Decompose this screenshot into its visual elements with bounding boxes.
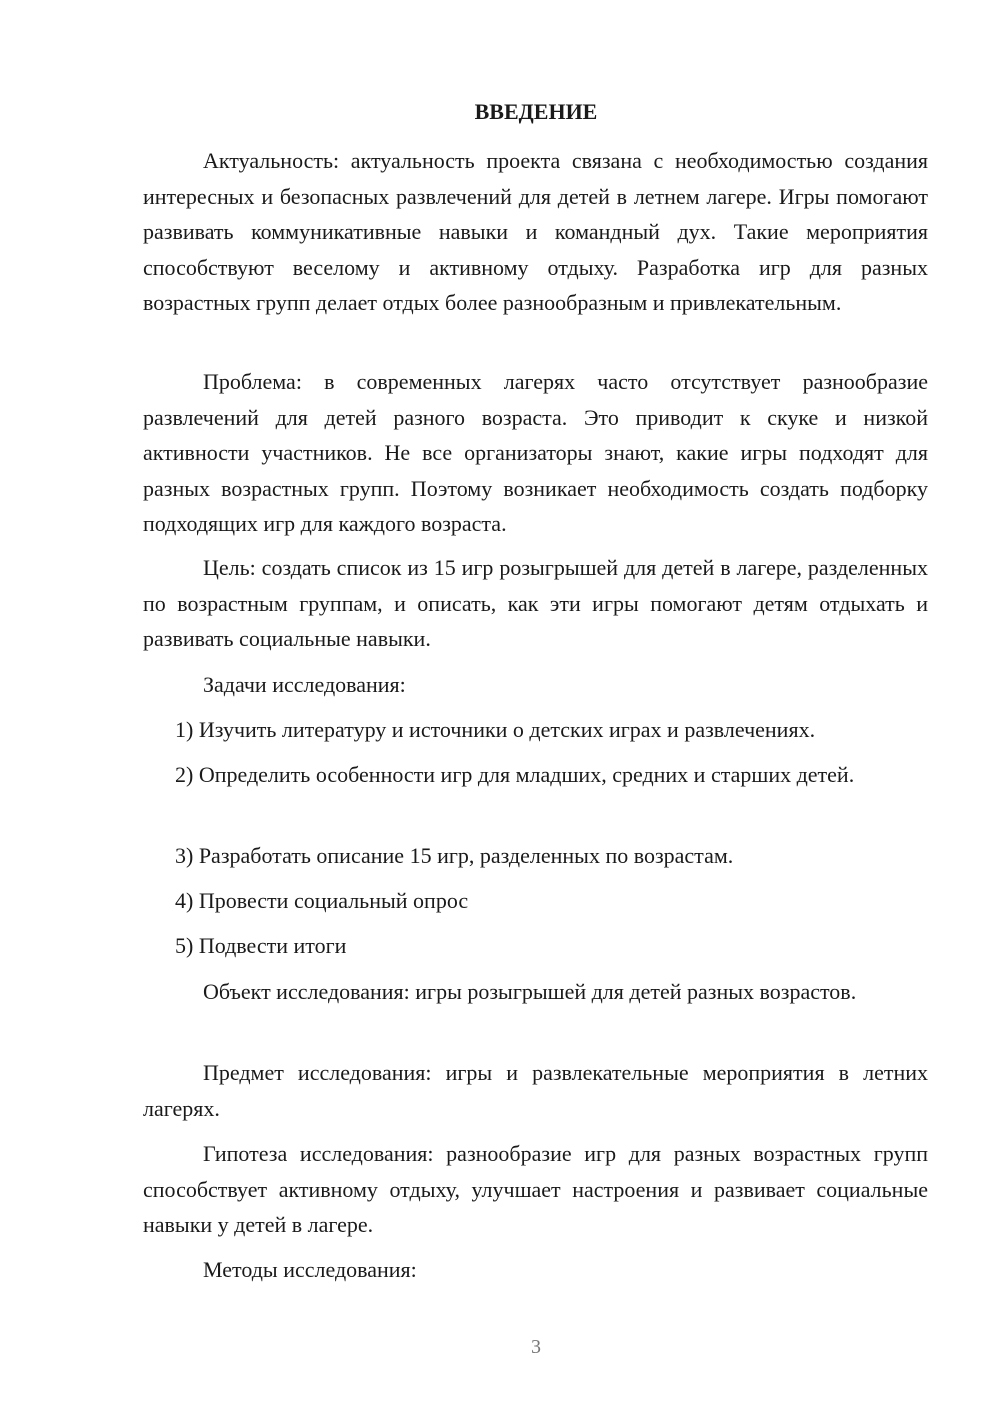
task-list-item	[143, 757, 928, 793]
problem-section	[143, 364, 928, 542]
goal-section	[143, 550, 928, 657]
goal-paragraph: Цель: создать список из 15 игр розыгрышей для детей в лагере, разделенных по возрастным группам, и описать, как эти игры помогают детям отдыхать и развивать социальные навыки.	[143, 555, 928, 651]
task-item-3: 3) Разработать описание 15 игр, разделенных по возрастам.	[175, 843, 734, 868]
task-item-4: 4) Провести социальный опрос	[175, 888, 469, 913]
subject-paragraph: Предмет исследования: игры и развлекательные мероприятия в летних лагерях.	[143, 1060, 928, 1121]
hypothesis-paragraph: Гипотеза исследования: разнообразие игр для разных возрастных групп способствует активному отдыху, улучшает настроения и развивает социальные навыки у детей в лагере.	[143, 1141, 928, 1237]
task-list-item	[143, 883, 928, 919]
methods-title-section	[143, 1252, 928, 1288]
task-list-item	[143, 928, 928, 964]
task-list-item	[143, 712, 928, 748]
task-item-2: 2) Определить особенности игр для младших, средних и старших детей.	[175, 762, 855, 787]
task-item-5: 5) Подвести итоги	[175, 933, 347, 958]
hypothesis-section	[143, 1136, 928, 1243]
task-list-item	[143, 838, 928, 874]
relevance-paragraph: Актуальность: актуальность проекта связана с необходимостью создания интересных и безопасных развлечений для детей в летнем лагере. Игры помогают развивать коммуникативные навыки и командный дух. Такие мероприятия способствуют веселому и активному отдыху. Разработка игр для разных возрастных групп делает отдых более разнообразным и привлекательным.	[143, 148, 928, 315]
tasks-title: Задачи исследования:	[203, 672, 406, 697]
methods-title: Методы исследования:	[203, 1257, 417, 1282]
page-number: 3	[531, 1336, 541, 1358]
relevance-section	[143, 143, 928, 321]
tasks-title-section	[143, 667, 928, 703]
problem-paragraph: Проблема: в современных лагерях часто отсутствует разнообразие развлечений для детей разного возраста. Это приводит к скуке и низкой активности участников. Не все организаторы знают, какие игры подходят для разных возрастных групп. Поэтому возникает необходимость создать подборку подходящих игр для каждого возраста.	[143, 369, 928, 536]
subject-section	[143, 1055, 928, 1126]
object-paragraph: Объект исследования: игры розыгрышей для детей разных возрастов.	[203, 979, 857, 1004]
task-item-1: 1) Изучить литературу и источники о детских играх и развлечениях.	[175, 717, 816, 742]
object-section	[143, 974, 928, 1010]
page-title: ВВЕДЕНИЕ	[474, 99, 598, 124]
